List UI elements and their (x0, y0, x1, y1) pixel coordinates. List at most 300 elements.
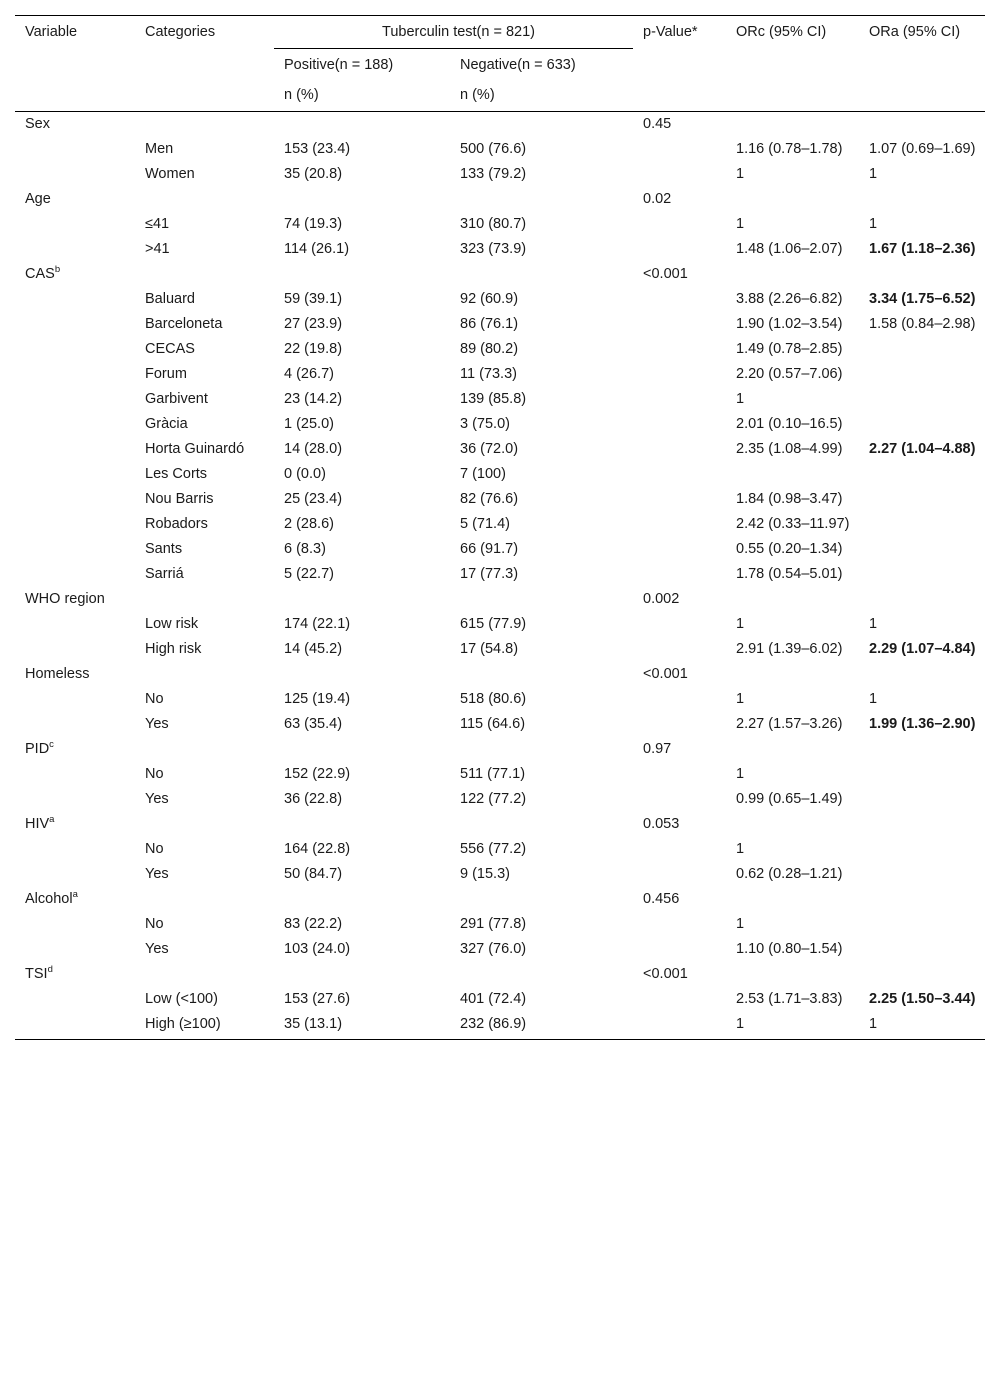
table-row (15, 487, 985, 512)
positive-cell: 103 (24.0) (284, 941, 351, 957)
empty-cell (135, 737, 274, 762)
orc-cell: 1.90 (1.02–3.54) (736, 316, 843, 332)
p-value-cell: 0.456 (643, 891, 680, 907)
empty-cell (15, 787, 135, 812)
positive-cell: 25 (23.4) (284, 491, 343, 507)
orc-cell: 1 (736, 916, 745, 932)
table-group-row (15, 262, 985, 287)
negative-cell: 500 (76.6) (460, 141, 527, 157)
empty-cell (135, 662, 274, 687)
empty-cell (633, 337, 726, 362)
orc-cell: 1.48 (1.06–2.07) (736, 241, 843, 257)
orc-cell: 2.01 (0.10–16.5) (736, 416, 843, 432)
negative-cell: 7 (100) (460, 466, 506, 482)
table-row (15, 337, 985, 362)
category-cell: High (≥100) (135, 1012, 274, 1040)
empty-cell (450, 962, 633, 987)
empty-cell (274, 187, 450, 212)
ora-cell (859, 337, 985, 362)
category-cell: Gràcia (145, 416, 188, 432)
negative-cell: 511 (77.1) (460, 766, 526, 782)
header-ora: ORa (95% CI) (859, 16, 985, 49)
empty-cell (15, 287, 135, 312)
table-row (15, 912, 985, 937)
table-row (15, 287, 985, 312)
category-cell: Yes (145, 866, 169, 882)
ora-cell: 1 (869, 616, 878, 632)
negative-cell: 133 (79.2) (460, 166, 527, 182)
ora-cell: 1 (869, 216, 878, 232)
empty-cell (726, 112, 859, 138)
p-value-cell: <0.001 (643, 266, 688, 282)
header-positive: Positive(n = 188) (284, 57, 394, 73)
empty-cell (135, 262, 274, 287)
empty-cell (633, 762, 726, 787)
ora-cell: 2.29 (1.07–4.84) (869, 641, 976, 657)
variable-label: Sex (25, 116, 50, 132)
empty-cell (633, 312, 726, 337)
empty-cell (15, 687, 135, 712)
empty-cell (15, 937, 135, 962)
table-row (15, 387, 985, 412)
empty-cell (15, 337, 135, 362)
empty-cell (135, 812, 274, 837)
orc-cell: 1.78 (0.54–5.01) (736, 566, 843, 582)
table-row (15, 562, 985, 587)
variable-cell (15, 112, 135, 138)
empty-cell (633, 462, 726, 487)
negative-cell: 3 (75.0) (460, 416, 510, 432)
orc-cell: 2.91 (1.39–6.02) (736, 641, 843, 657)
ora-cell (859, 862, 985, 887)
empty-cell (135, 587, 274, 612)
category-cell: Yes (145, 941, 169, 957)
table-group-row (15, 962, 985, 987)
empty-cell (274, 587, 450, 612)
p-value-cell: <0.001 (643, 666, 688, 682)
positive-cell: 125 (19.4) (284, 691, 351, 707)
variable-label: WHO region (25, 591, 105, 607)
empty-cell (274, 812, 450, 837)
empty-cell (859, 812, 985, 837)
category-cell: Women (145, 166, 195, 182)
category-cell: Low risk (145, 616, 199, 632)
positive-cell: 27 (23.9) (284, 316, 343, 332)
empty-cell (15, 387, 135, 412)
p-value-cell: <0.001 (643, 966, 688, 982)
header-orc: ORc (95% CI) (726, 16, 859, 49)
empty-cell (633, 712, 726, 737)
orc-cell: 1 (736, 841, 745, 857)
category-cell: Robadors (145, 516, 208, 532)
empty-cell (15, 212, 135, 237)
empty-cell (15, 237, 135, 262)
empty-cell (633, 437, 726, 462)
negative-cell: 615 (77.9) (460, 616, 527, 632)
empty-cell (450, 587, 633, 612)
variable-cell (15, 187, 135, 212)
empty-cell (633, 562, 726, 587)
orc-cell: 2.35 (1.08–4.99) (736, 441, 843, 457)
variable-cell (15, 587, 135, 612)
empty-cell (15, 862, 135, 887)
table-row (15, 312, 985, 337)
empty-cell (15, 487, 135, 512)
table-row (15, 612, 985, 637)
empty-cell (633, 387, 726, 412)
empty-cell (859, 112, 985, 138)
orc-cell (726, 462, 859, 487)
empty-cell (15, 162, 135, 187)
table-group-row (15, 887, 985, 912)
positive-cell: 74 (19.3) (284, 216, 343, 232)
table-row (15, 537, 985, 562)
category-cell: Barceloneta (145, 316, 223, 332)
variable-label: Homeless (25, 666, 90, 682)
footnote-marker: d (47, 964, 53, 976)
empty-cell (450, 112, 633, 138)
category-cell: Baluard (145, 291, 195, 307)
table-row (15, 237, 985, 262)
ora-cell (859, 937, 985, 962)
footnote-marker: a (72, 889, 78, 901)
ora-cell (859, 487, 985, 512)
variable-cell (15, 262, 135, 287)
positive-cell: 63 (35.4) (284, 716, 343, 732)
orc-cell: 1.49 (0.78–2.85) (736, 341, 843, 357)
negative-cell: 9 (15.3) (460, 866, 510, 882)
empty-cell (15, 637, 135, 662)
empty-cell (135, 887, 274, 912)
header-p-value: p-Value* (633, 16, 726, 49)
variable-label: Alcohol (25, 891, 73, 907)
orc-cell: 1 (736, 166, 745, 182)
orc-cell: 1.84 (0.98–3.47) (736, 491, 843, 507)
ora-cell (859, 362, 985, 387)
empty-cell (274, 737, 450, 762)
negative-cell: 115 (64.6) (460, 716, 526, 732)
orc-cell: 1 (736, 616, 745, 632)
orc-cell: 1 (736, 766, 745, 782)
ora-cell: 1.67 (1.18–2.36) (869, 241, 976, 257)
empty-cell (726, 187, 859, 212)
variable-cell (15, 662, 135, 687)
negative-cell: 5 (71.4) (460, 516, 510, 532)
negative-cell: 232 (86.9) (450, 1012, 633, 1040)
ora-cell (859, 912, 985, 937)
variable-cell (15, 962, 135, 987)
category-cell: Low (<100) (145, 991, 218, 1007)
category-cell: Men (145, 141, 174, 157)
orc-cell: 2.53 (1.71–3.83) (736, 991, 843, 1007)
negative-cell: 291 (77.8) (460, 916, 527, 932)
variable-cell (15, 812, 135, 837)
header-positive-n-pct: n (%) (274, 81, 450, 112)
empty-cell (859, 587, 985, 612)
orc-cell: 1 (736, 391, 745, 407)
empty-cell (726, 962, 859, 987)
table-row (15, 1012, 985, 1040)
table-row (15, 137, 985, 162)
empty-cell (633, 537, 726, 562)
empty-cell (15, 362, 135, 387)
table-group-row (15, 737, 985, 762)
category-cell: Nou Barris (145, 491, 214, 507)
header-negative: Negative(n = 633) (460, 57, 576, 73)
negative-cell: 36 (72.0) (460, 441, 519, 457)
empty-cell (633, 287, 726, 312)
empty-cell (15, 312, 135, 337)
empty-cell (15, 462, 135, 487)
table-row (15, 687, 985, 712)
ora-cell (859, 837, 985, 862)
negative-cell: 89 (80.2) (460, 341, 519, 357)
header-variable: Variable (15, 16, 135, 49)
ora-cell (859, 787, 985, 812)
empty-cell (633, 137, 726, 162)
table-row (15, 637, 985, 662)
empty-cell (633, 412, 726, 437)
table-group-row (15, 587, 985, 612)
empty-cell (274, 262, 450, 287)
negative-cell: 11 (73.3) (460, 366, 517, 382)
negative-cell: 66 (91.7) (460, 541, 519, 557)
negative-cell: 92 (60.9) (460, 291, 519, 307)
empty-cell (859, 737, 985, 762)
positive-cell: 153 (23.4) (284, 141, 351, 157)
empty-cell (726, 662, 859, 687)
empty-cell (450, 887, 633, 912)
empty-cell (726, 587, 859, 612)
empty-cell (15, 612, 135, 637)
tuberculin-results-table (15, 15, 985, 1040)
table-group-row (15, 187, 985, 212)
header-tuberculin-test: Tuberculin test(n = 821) (274, 16, 633, 49)
empty-cell (135, 112, 274, 138)
empty-cell (15, 412, 135, 437)
empty-cell (633, 612, 726, 637)
empty-cell (633, 837, 726, 862)
empty-cell (274, 662, 450, 687)
table-group-row (15, 812, 985, 837)
orc-cell: 2.42 (0.33–11.97) (736, 516, 850, 532)
table-row (15, 862, 985, 887)
empty-cell (15, 1012, 135, 1040)
empty-cell (633, 787, 726, 812)
variable-cell (15, 737, 135, 762)
ora-cell: 1 (869, 691, 878, 707)
positive-cell: 36 (22.8) (284, 791, 343, 807)
empty-cell (633, 487, 726, 512)
category-cell: Les Corts (145, 466, 208, 482)
table-row (15, 987, 985, 1012)
variable-cell (15, 887, 135, 912)
orc-cell: 3.88 (2.26–6.82) (736, 291, 843, 307)
orc-cell: 1 (726, 1012, 859, 1040)
table-row (15, 212, 985, 237)
category-cell: No (145, 916, 164, 932)
ora-cell (859, 387, 985, 412)
category-cell: No (145, 766, 164, 782)
p-value-cell: 0.053 (643, 816, 680, 832)
variable-label: TSI (25, 966, 48, 982)
empty-cell (726, 812, 859, 837)
empty-cell (15, 562, 135, 587)
empty-cell (274, 962, 450, 987)
negative-cell: 17 (54.8) (460, 641, 519, 657)
negative-cell: 310 (80.7) (460, 216, 527, 232)
ora-cell: 2.25 (1.50–3.44) (869, 991, 976, 1007)
table-row (15, 837, 985, 862)
empty-cell (274, 887, 450, 912)
empty-cell (633, 987, 726, 1012)
empty-cell (633, 512, 726, 537)
header-categories: Categories (135, 16, 274, 49)
empty-cell (633, 862, 726, 887)
orc-cell: 1 (736, 691, 745, 707)
empty-cell (633, 162, 726, 187)
category-cell: Yes (145, 716, 169, 732)
footnote-marker: c (49, 739, 54, 751)
table-row (15, 762, 985, 787)
table-header (15, 16, 985, 112)
negative-cell: 401 (72.4) (460, 991, 527, 1007)
positive-cell: 2 (28.6) (284, 516, 334, 532)
positive-cell: 164 (22.8) (284, 841, 351, 857)
empty-cell (15, 912, 135, 937)
p-value-cell: 0.45 (643, 116, 672, 132)
empty-cell (274, 112, 450, 138)
table-group-row (15, 662, 985, 687)
footnote-marker: b (54, 264, 61, 276)
category-cell: >41 (145, 241, 170, 257)
negative-cell: 82 (76.6) (460, 491, 519, 507)
category-cell: ≤41 (145, 216, 170, 232)
category-cell: Sants (145, 541, 183, 557)
positive-cell: 4 (26.7) (284, 366, 334, 382)
negative-cell: 323 (73.9) (460, 241, 527, 257)
empty-cell (15, 537, 135, 562)
ora-cell (859, 412, 985, 437)
ora-cell: 1.99 (1.36–2.90) (869, 716, 976, 732)
category-cell: High risk (145, 641, 202, 657)
variable-label: CAS (25, 266, 55, 282)
empty-cell (15, 712, 135, 737)
ora-cell: 3.34 (1.75–6.52) (869, 291, 976, 307)
category-cell: Horta Guinardó (145, 441, 245, 457)
orc-cell: 0.62 (0.28–1.21) (736, 866, 843, 882)
negative-cell: 17 (77.3) (460, 566, 519, 582)
empty-cell (15, 762, 135, 787)
empty-cell (15, 512, 135, 537)
empty-cell (15, 987, 135, 1012)
ora-cell (859, 562, 985, 587)
orc-cell: 1.16 (0.78–1.78) (736, 141, 843, 157)
ora-cell: 1.07 (0.69–1.69) (869, 141, 976, 157)
category-cell: Forum (145, 366, 187, 382)
results-table-container (15, 15, 985, 1040)
orc-cell: 1 (736, 216, 745, 232)
empty-cell (859, 262, 985, 287)
positive-cell: 0 (0.0) (284, 466, 326, 482)
orc-cell: 0.55 (0.20–1.34) (736, 541, 843, 557)
ora-cell: 2.27 (1.04–4.88) (869, 441, 976, 457)
positive-cell: 174 (22.1) (284, 616, 351, 632)
empty-cell (633, 687, 726, 712)
table-row (15, 937, 985, 962)
empty-cell (633, 637, 726, 662)
empty-cell (859, 962, 985, 987)
empty-cell (633, 237, 726, 262)
empty-cell (15, 437, 135, 462)
negative-cell: 122 (77.2) (460, 791, 527, 807)
category-cell: Sarriá (145, 566, 184, 582)
empty-cell (450, 662, 633, 687)
positive-cell: 5 (22.7) (284, 566, 334, 582)
positive-cell: 59 (39.1) (284, 291, 343, 307)
negative-cell: 518 (80.6) (460, 691, 527, 707)
positive-cell: 83 (22.2) (284, 916, 343, 932)
variable-label: HIV (25, 816, 50, 832)
positive-cell: 6 (8.3) (284, 541, 326, 557)
empty-cell (726, 887, 859, 912)
empty-cell (450, 737, 633, 762)
empty-cell (633, 937, 726, 962)
table-row (15, 412, 985, 437)
ora-cell: 1.58 (0.84–2.98) (869, 316, 976, 332)
variable-label: PID (25, 741, 50, 757)
category-cell: CECAS (145, 341, 195, 357)
ora-cell: 1 (869, 166, 878, 182)
category-cell: Garbivent (145, 391, 208, 407)
variable-label: Age (25, 191, 51, 207)
p-value-cell: 0.02 (643, 191, 672, 207)
orc-cell: 2.27 (1.57–3.26) (736, 716, 843, 732)
empty-cell (135, 187, 274, 212)
positive-cell: 1 (25.0) (284, 416, 334, 432)
positive-cell: 152 (22.9) (284, 766, 351, 782)
orc-cell: 2.20 (0.57–7.06) (736, 366, 843, 382)
empty-cell (135, 962, 274, 987)
empty-cell (450, 812, 633, 837)
positive-cell: 114 (26.1) (284, 241, 350, 257)
orc-cell: 1.10 (0.80–1.54) (736, 941, 843, 957)
positive-cell: 153 (27.6) (284, 991, 351, 1007)
negative-cell: 86 (76.1) (460, 316, 519, 332)
negative-cell: 556 (77.2) (460, 841, 527, 857)
category-cell: No (145, 691, 164, 707)
p-value-cell: 0.97 (643, 741, 672, 757)
category-cell: No (145, 841, 164, 857)
positive-cell: 35 (20.8) (284, 166, 343, 182)
empty-cell (726, 262, 859, 287)
orc-cell: 0.99 (0.65–1.49) (736, 791, 843, 807)
negative-cell: 327 (76.0) (460, 941, 527, 957)
table-group-row (15, 112, 985, 138)
ora-cell (859, 537, 985, 562)
p-value-cell: 0.002 (643, 591, 680, 607)
header-negative-n-pct: n (%) (450, 81, 633, 112)
empty-cell (859, 887, 985, 912)
empty-cell (633, 362, 726, 387)
negative-cell: 139 (85.8) (460, 391, 527, 407)
positive-cell: 23 (14.2) (284, 391, 343, 407)
table-row (15, 162, 985, 187)
ora-cell (859, 512, 985, 537)
empty-cell (633, 212, 726, 237)
ora-cell: 1 (859, 1012, 985, 1040)
category-cell: Yes (145, 791, 169, 807)
